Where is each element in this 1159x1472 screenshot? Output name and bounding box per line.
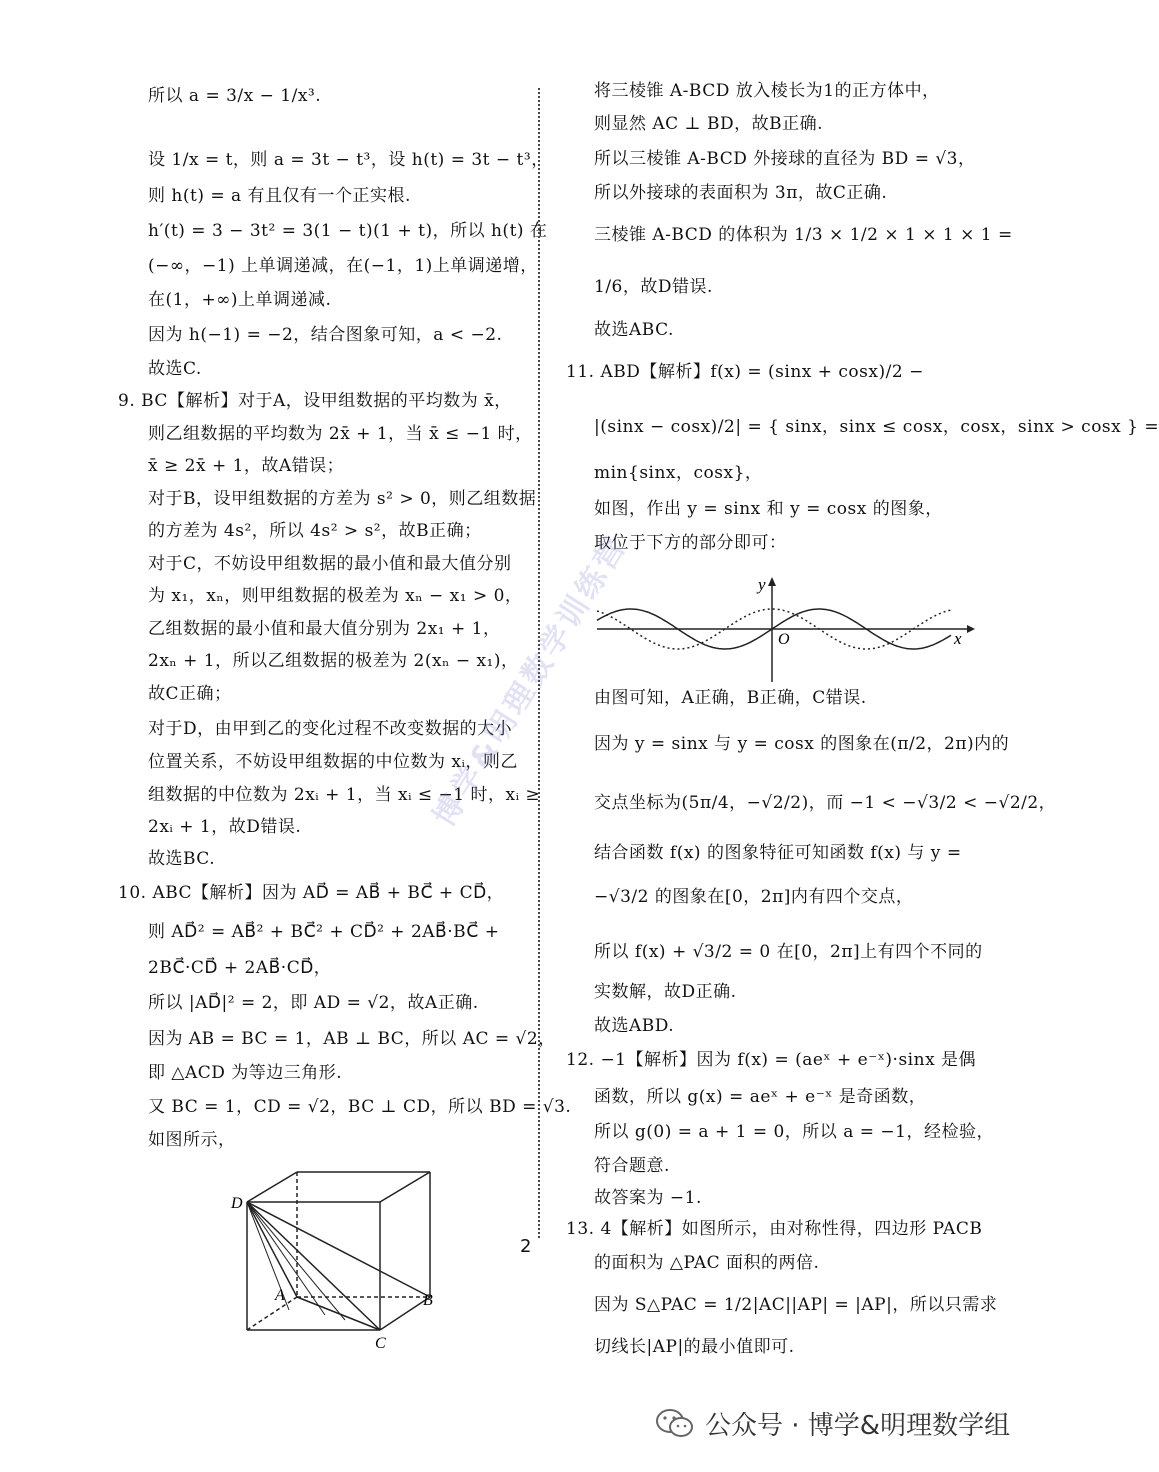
wechat-icon xyxy=(655,1407,695,1441)
right-line: 故答案为 −1. xyxy=(594,1188,702,1208)
graph-label-x: x xyxy=(954,629,962,648)
left-line: 9. BC【解析】对于A，设甲组数据的平均数为 x̄， xyxy=(118,391,512,411)
right-line: 1/6，故D错误. xyxy=(594,277,713,297)
left-line: 在(1，+∞)上单调递减. xyxy=(148,290,332,310)
left-line: 位置关系，不妨设甲组数据的中位数为 xᵢ，则乙 xyxy=(148,752,518,772)
cube-figure xyxy=(225,1160,465,1355)
right-line: 因为 S△PAC = 1/2|AC||AP| = |AP|，所以只需求 xyxy=(594,1295,998,1315)
graph-label-origin: O xyxy=(778,631,790,648)
right-line: 交点坐标为(5π/4，−√2/2)，而 −1 < −√3/2 < −√2/2， xyxy=(594,793,1057,813)
left-line: (−∞，−1) 上单调递减，在(−1，1)上单调递增， xyxy=(148,256,538,276)
right-line: 切线长|AP|的最小值即可. xyxy=(594,1337,795,1357)
cube-label-a: A xyxy=(275,1287,285,1304)
right-line: 则显然 AC ⊥ BD，故B正确. xyxy=(594,114,824,134)
right-line: 的面积为 △PAC 面积的两倍. xyxy=(594,1253,820,1273)
right-line: 三棱锥 A-BCD 的体积为 1/3 × 1/2 × 1 × 1 × 1 = xyxy=(594,225,1013,245)
left-line: 的方差为 4s²，所以 4s² > s²，故B正确； xyxy=(148,521,482,541)
right-line: 结合函数 f(x) 的图象特征可知函数 f(x) 与 y = xyxy=(594,843,962,863)
graph-label-y: y xyxy=(758,575,766,594)
left-line: 对于B，设甲组数据的方差为 s² > 0，则乙组数据 xyxy=(148,489,537,509)
right-line: −√3/2 的图象在[0，2π]内有四个交点， xyxy=(594,887,914,907)
right-line: 将三棱锥 A-BCD 放入棱长为1的正方体中， xyxy=(594,81,940,101)
watermark: 博学&明理数学训练营 xyxy=(426,529,635,833)
right-line: 所以三棱锥 A-BCD 外接球的直径为 BD = √3， xyxy=(594,149,976,169)
left-line: x̄ ≥ 2x̄ + 1，故A错误； xyxy=(148,456,345,476)
right-line: 由图可知，A正确，B正确，C错误. xyxy=(594,688,867,708)
left-line: 10. ABC【解析】因为 AD⃗ = AB⃗ + BC⃗ + CD⃗， xyxy=(118,883,505,903)
left-line: 故选BC. xyxy=(148,849,216,869)
cube-label-b: B xyxy=(423,1292,433,1309)
left-line: 故C正确； xyxy=(148,684,232,704)
left-line: h′(t) = 3 − 3t² = 3(1 − t)(1 + t)，所以 h(t) 在 xyxy=(148,221,548,241)
left-line: 所以 a = 3/x − 1/x³. xyxy=(148,86,322,106)
left-line: 对于C，不妨设甲组数据的最小值和最大值分别 xyxy=(148,554,512,574)
right-line: min{sinx，cosx}， xyxy=(594,463,763,483)
right-line: 故选ABD. xyxy=(594,1016,675,1036)
left-line: 所以 |AD⃗|² = 2，即 AD = √2，故A正确. xyxy=(148,993,479,1013)
left-line: 组数据的中位数为 2xᵢ + 1，当 xᵢ ≤ −1 时，xᵢ ≥ xyxy=(148,785,541,805)
right-line: 取位于下方的部分即可： xyxy=(594,533,787,553)
footer xyxy=(655,1405,1010,1442)
right-line: 如图，作出 y = sinx 和 y = cosx 的图象， xyxy=(594,499,943,519)
page-number: 2 xyxy=(520,1236,532,1257)
right-line: 12. −1【解析】因为 f(x) = (aeˣ + e⁻ˣ)·sinx 是偶 xyxy=(566,1050,977,1070)
left-line: 乙组数据的最小值和最大值分别为 2x₁ + 1， xyxy=(148,619,501,639)
left-line: 如图所示， xyxy=(148,1130,236,1150)
right-line: 所以 f(x) + √3/2 = 0 在[0，2π]上有四个不同的 xyxy=(594,942,983,962)
right-line: 11. ABD【解析】f(x) = (sinx + cosx)/2 − xyxy=(566,362,924,382)
left-line: 为 x₁，xₙ，则甲组数据的极差为 xₙ − x₁ > 0， xyxy=(148,586,523,606)
cube-label-c: C xyxy=(375,1335,386,1352)
left-line: 则乙组数据的平均数为 2x̄ + 1，当 x̄ ≤ −1 时， xyxy=(148,424,533,444)
left-line: 2xᵢ + 1，故D错误. xyxy=(148,817,302,837)
left-line: 故选C. xyxy=(148,359,202,379)
right-line: 所以外接球的表面积为 3π，故C正确. xyxy=(594,183,888,203)
left-line: 对于D，由甲到乙的变化过程不改变数据的大小 xyxy=(148,719,513,739)
left-line: 又 BC = 1，CD = √2，BC ⊥ CD，所以 BD = √3. xyxy=(148,1097,572,1117)
left-line: 因为 AB = BC = 1，AB ⊥ BC，所以 AC = √2， xyxy=(148,1029,556,1049)
left-line: 设 1/x = t，则 a = 3t − t³，设 h(t) = 3t − t³， xyxy=(148,150,549,170)
right-line: 实数解，故D正确. xyxy=(594,982,737,1002)
right-line: 故选ABC. xyxy=(594,320,674,340)
left-line: 因为 h(−1) = −2，结合图象可知，a < −2. xyxy=(148,325,503,345)
right-line: 函数，所以 g(x) = aeˣ + e⁻ˣ 是奇函数， xyxy=(594,1087,927,1107)
left-line: 即 △ACD 为等边三角形. xyxy=(148,1063,343,1083)
left-line: 则 h(t) = a 有且仅有一个正实根. xyxy=(148,186,411,206)
right-line: 13. 4【解析】如图所示，由对称性得，四边形 PACB xyxy=(566,1219,983,1239)
left-line: 2BC⃗·CD⃗ + 2AB⃗·CD⃗， xyxy=(148,958,332,978)
left-line: 2xₙ + 1，所以乙组数据的极差为 2(xₙ − x₁)， xyxy=(148,651,519,671)
right-line: 符合题意. xyxy=(594,1156,670,1176)
right-line: 因为 y = sinx 与 y = cosx 的图象在(π/2，2π)内的 xyxy=(594,734,1010,754)
left-line: 则 AD⃗² = AB⃗² + BC⃗² + CD⃗² + 2AB⃗·BC⃗ + xyxy=(148,922,500,942)
sin-cos-graph xyxy=(592,572,977,687)
right-line: 所以 g(0) = a + 1 = 0，所以 a = −1，经检验， xyxy=(594,1122,994,1142)
right-line: |(sinx − cosx)/2| = { sinx，sinx ≤ cosx，cosx，sinx > cosx } = xyxy=(594,417,1159,437)
footer-text: 公众号 · 博学&明理数学组 xyxy=(705,1411,1011,1441)
cube-label-d: D xyxy=(231,1195,243,1212)
